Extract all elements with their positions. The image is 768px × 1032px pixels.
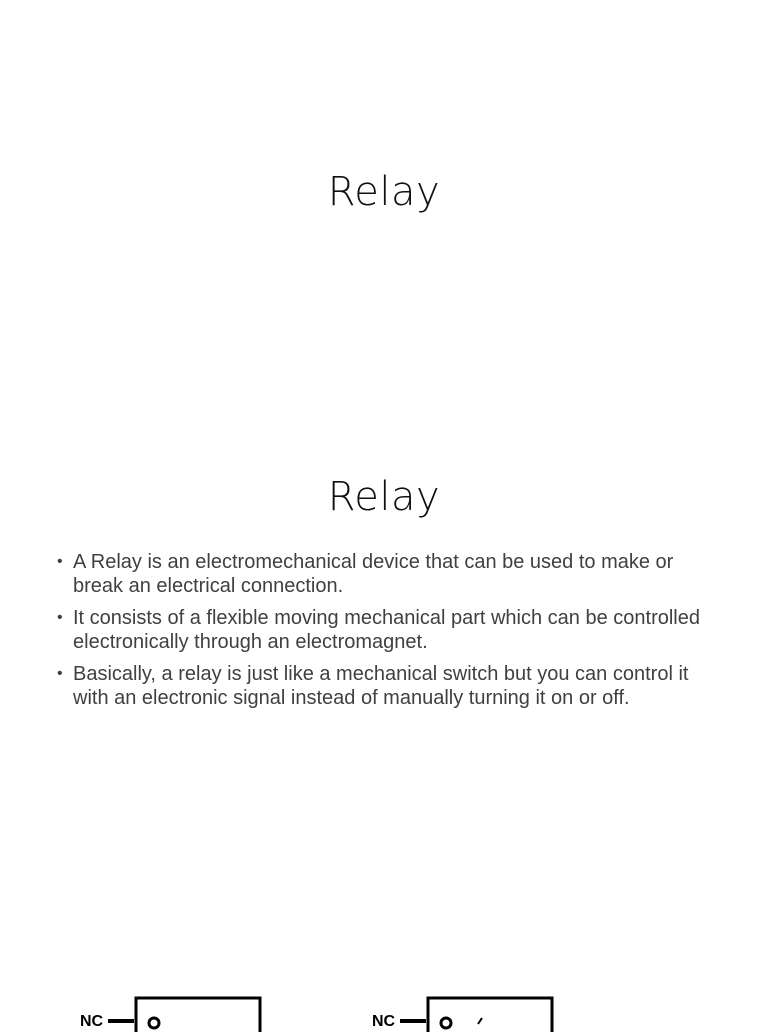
slide-2-title: Relay <box>327 474 441 520</box>
nc-label: NC <box>80 1013 104 1030</box>
bullet-item <box>57 606 717 654</box>
bullet-item <box>57 662 717 710</box>
bullet-dot-icon: • <box>57 665 63 682</box>
bullet-item <box>57 550 717 598</box>
bullet-dot-icon: • <box>57 553 63 570</box>
bullet-text: A Relay is an electromechanical device that can be used to make or break an electrical connection. <box>73 551 674 597</box>
contact-terminal-icon <box>149 1018 159 1028</box>
contact-terminal-icon <box>441 1018 451 1028</box>
bullet-dot-icon: • <box>57 609 63 626</box>
nc-label: NC <box>372 1013 396 1030</box>
bullet-text: It consists of a flexible moving mechanical part which can be controlled electronically through an electromagnet. <box>73 607 700 653</box>
slide-1-title: Relay <box>327 169 441 215</box>
bullet-text: Basically, a relay is just like a mechanical switch but you can control it with an electronic signal instead of manually turning it on or off. <box>73 663 689 709</box>
relay-diagram <box>78 992 278 1032</box>
relay-diagram <box>370 992 570 1032</box>
bullet-list <box>57 550 717 718</box>
switch-arm-icon <box>478 1018 482 1024</box>
